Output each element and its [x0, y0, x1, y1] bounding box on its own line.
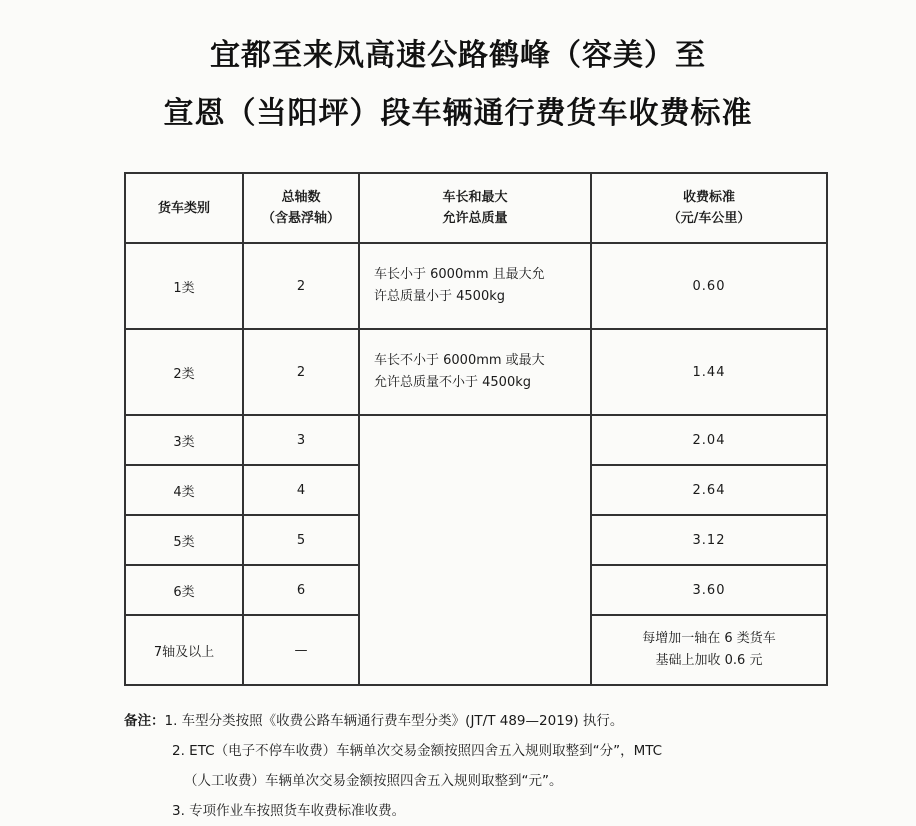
- axles-cell: 2: [243, 329, 359, 415]
- note-2-line2: （人工收费）车辆单次交易金额按照四舍五入规则取整到“元”。: [184, 773, 563, 789]
- axles-cell: 5: [243, 515, 359, 565]
- title-line-2: 宣恩（当阳坪）段车辆通行费货车收费标准: [163, 96, 753, 131]
- fee-cell: 0.60: [591, 243, 827, 329]
- table-row: [125, 243, 827, 329]
- header-category: 货车类别: [125, 173, 243, 243]
- category-cell: 1类: [125, 243, 243, 329]
- desc-line1: 车长不小于 6000mm 或最大: [374, 353, 545, 368]
- header-axles-line1: 总轴数: [281, 190, 321, 205]
- category-cell: 7轴及以上: [125, 615, 243, 685]
- title-line-1: 宜都至来凤高速公路鹤峰（容美）至: [210, 38, 706, 73]
- desc-cell: [359, 329, 591, 415]
- category-cell: 6类: [125, 565, 243, 615]
- note-3: 3. 专项作业车按照货车收费标准收费。: [172, 803, 406, 819]
- axles-cell: 3: [243, 415, 359, 465]
- fee-cell: [591, 615, 827, 685]
- table-row: [125, 415, 827, 465]
- header-fee-line1: 收费标准: [682, 190, 735, 205]
- desc-line2: 允许总质量不小于 4500kg: [374, 375, 531, 390]
- desc-cell: [359, 243, 591, 329]
- table-header-row: [125, 173, 827, 243]
- desc-merged-empty-cell: [359, 415, 591, 685]
- fee-cell: 3.12: [591, 515, 827, 565]
- axles-cell: 2: [243, 243, 359, 329]
- axles-cell: 4: [243, 465, 359, 515]
- fee-note-line2: 基础上加收 0.6 元: [655, 653, 763, 668]
- fee-cell: 2.04: [591, 415, 827, 465]
- notes-label: 备注：: [124, 713, 165, 729]
- notes: [124, 706, 884, 826]
- header-fee: [591, 173, 827, 243]
- header-axles: [243, 173, 359, 243]
- header-fee-line2: （元/车公里）: [667, 211, 751, 226]
- header-axles-line2: （含悬浮轴）: [261, 211, 340, 226]
- header-length-mass: [359, 173, 591, 243]
- note-2-line1: 2. ETC（电子不停车收费）车辆单次交易金额按照四舍五入规则取整到“分”，MTC: [172, 743, 663, 759]
- desc-line2: 许总质量小于 4500kg: [374, 289, 505, 304]
- fee-cell: 3.60: [591, 565, 827, 615]
- header-length-mass-line1: 车长和最大: [442, 190, 508, 205]
- category-cell: 5类: [125, 515, 243, 565]
- fee-cell: 1.44: [591, 329, 827, 415]
- fee-cell: 2.64: [591, 465, 827, 515]
- fee-table: [124, 172, 828, 686]
- note-1: [124, 706, 884, 736]
- desc-line1: 车长小于 6000mm 且最大允: [374, 267, 545, 282]
- category-cell: 3类: [125, 415, 243, 465]
- fee-note-line1: 每增加一轴在 6 类货车: [642, 631, 776, 646]
- note-1-text: 1. 车型分类按照《收费公路车辆通行费车型分类》(JT/T 489—2019) 执行。: [164, 713, 624, 729]
- category-cell: 2类: [125, 329, 243, 415]
- header-length-mass-line2: 允许总质量: [442, 211, 508, 226]
- axles-cell: —: [243, 615, 359, 685]
- category-cell: 4类: [125, 465, 243, 515]
- table-row: [125, 329, 827, 415]
- axles-cell: 6: [243, 565, 359, 615]
